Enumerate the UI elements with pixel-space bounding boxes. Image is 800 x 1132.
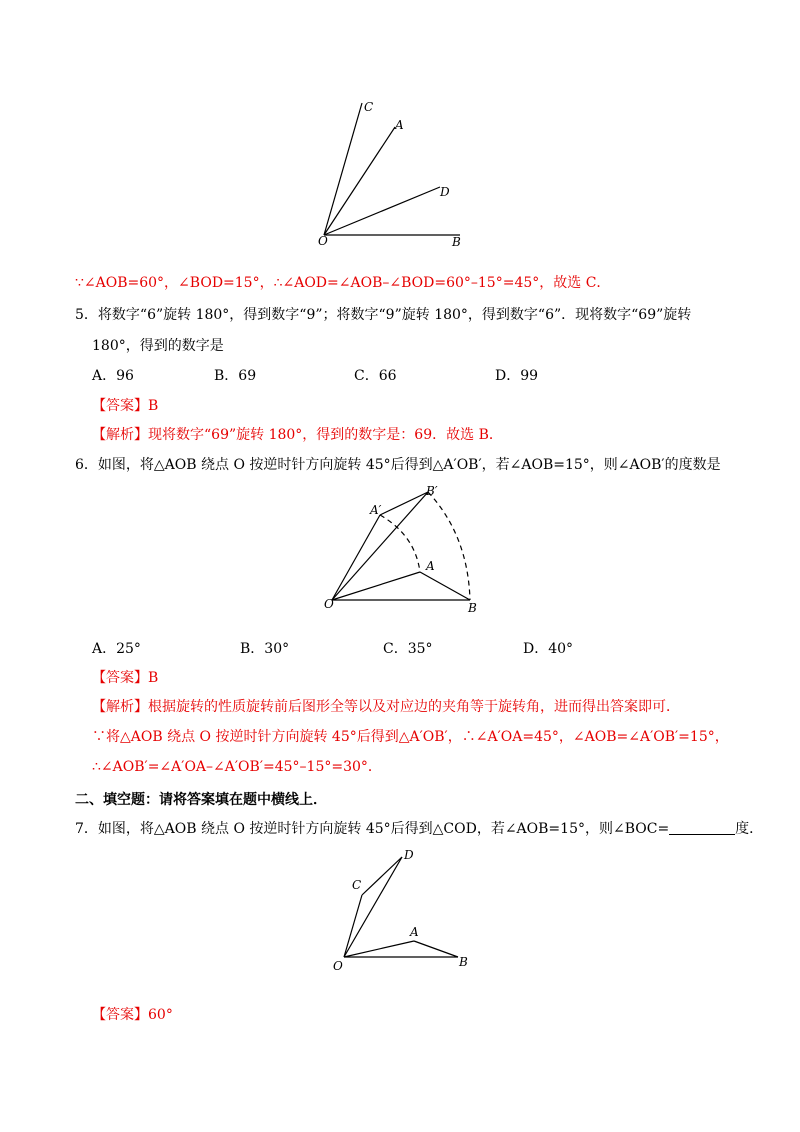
q4-solution: ∵∠AOB=60°，∠BOD=15°，∴∠AOD=∠AOB–∠BOD=60°–15°=45°，故选 C． xyxy=(75,275,611,291)
label-A: A xyxy=(426,559,435,573)
label-D: D xyxy=(440,185,450,199)
q5-analysis: 【解析】现将数字“69”旋转 180°，得到的数字是：69．故选 B． xyxy=(92,427,503,443)
q7-stem-after: 度． xyxy=(735,821,764,837)
q6-option-c[interactable]: C．35° xyxy=(383,641,433,657)
q6-option-a[interactable]: A．25° xyxy=(92,641,141,657)
q5-option-b[interactable]: B．69 xyxy=(214,368,257,384)
q5-option-a[interactable]: A．96 xyxy=(92,368,134,384)
figure-rotation-q6 xyxy=(320,480,490,620)
q6-answer: 【答案】B xyxy=(92,670,159,686)
label-O: O xyxy=(333,959,343,973)
label-C: C xyxy=(352,878,362,892)
q6-analysis-line1: 【解析】根据旋转的性质旋转前后图形全等以及对应边的夹角等于旋转角，进而得出答案即可． xyxy=(92,699,680,715)
label-A: A xyxy=(395,118,404,132)
label-B-prime: B′ xyxy=(426,484,438,498)
label-B: B xyxy=(459,955,468,969)
q7-stem xyxy=(75,818,763,838)
label-A-prime: A′ xyxy=(370,503,382,517)
label-O: O xyxy=(324,597,334,611)
q6-analysis-line3: ∴∠AOB′=∠A′OA–∠A′OB′=45°–15°=30°． xyxy=(92,759,382,775)
label-D: D xyxy=(404,848,414,862)
q5-stem-line1: 5．将数字“6”旋转 180°，得到数字“9”；将数字“9”旋转 180°，得到数字“6”．现将数字“69”旋转 xyxy=(75,307,692,323)
q5-option-d[interactable]: D．99 xyxy=(495,368,539,384)
label-B: B xyxy=(468,601,477,615)
q7-answer-blank[interactable] xyxy=(669,820,735,835)
q6-analysis-line2: ∵将△AOB 绕点 O 按逆时针方向旋转 45°后得到△A′OB′，∴∠A′OA=45°，∠AOB=∠A′OB′=15°， xyxy=(92,729,729,745)
q5-option-c[interactable]: C．66 xyxy=(354,368,397,384)
q7-answer: 【答案】60° xyxy=(92,1007,173,1023)
q7-stem-before: 7．如图，将△AOB 绕点 O 按逆时针方向旋转 45°后得到△COD，若∠AOB=15°，则∠BOC= xyxy=(75,821,670,837)
figure-rotation-q7 xyxy=(330,845,480,975)
q5-answer: 【答案】B xyxy=(92,398,159,414)
label-O: O xyxy=(318,234,328,248)
label-C: C xyxy=(364,100,374,114)
label-B: B xyxy=(452,235,461,249)
q6-stem: 6．如图，将△AOB 绕点 O 按逆时针方向旋转 45°后得到△A′OB′，若∠AOB=15°，则∠AOB′的度数是 xyxy=(75,457,721,473)
q6-option-b[interactable]: B．30° xyxy=(240,641,290,657)
section-title: 二、填空题：请将答案填在题中横线上． xyxy=(75,792,327,808)
q5-stem-line2: 180°，得到的数字是 xyxy=(92,338,224,354)
q6-option-d[interactable]: D．40° xyxy=(523,641,574,657)
label-A: A xyxy=(410,925,419,939)
figure-angle-rays xyxy=(300,95,480,255)
